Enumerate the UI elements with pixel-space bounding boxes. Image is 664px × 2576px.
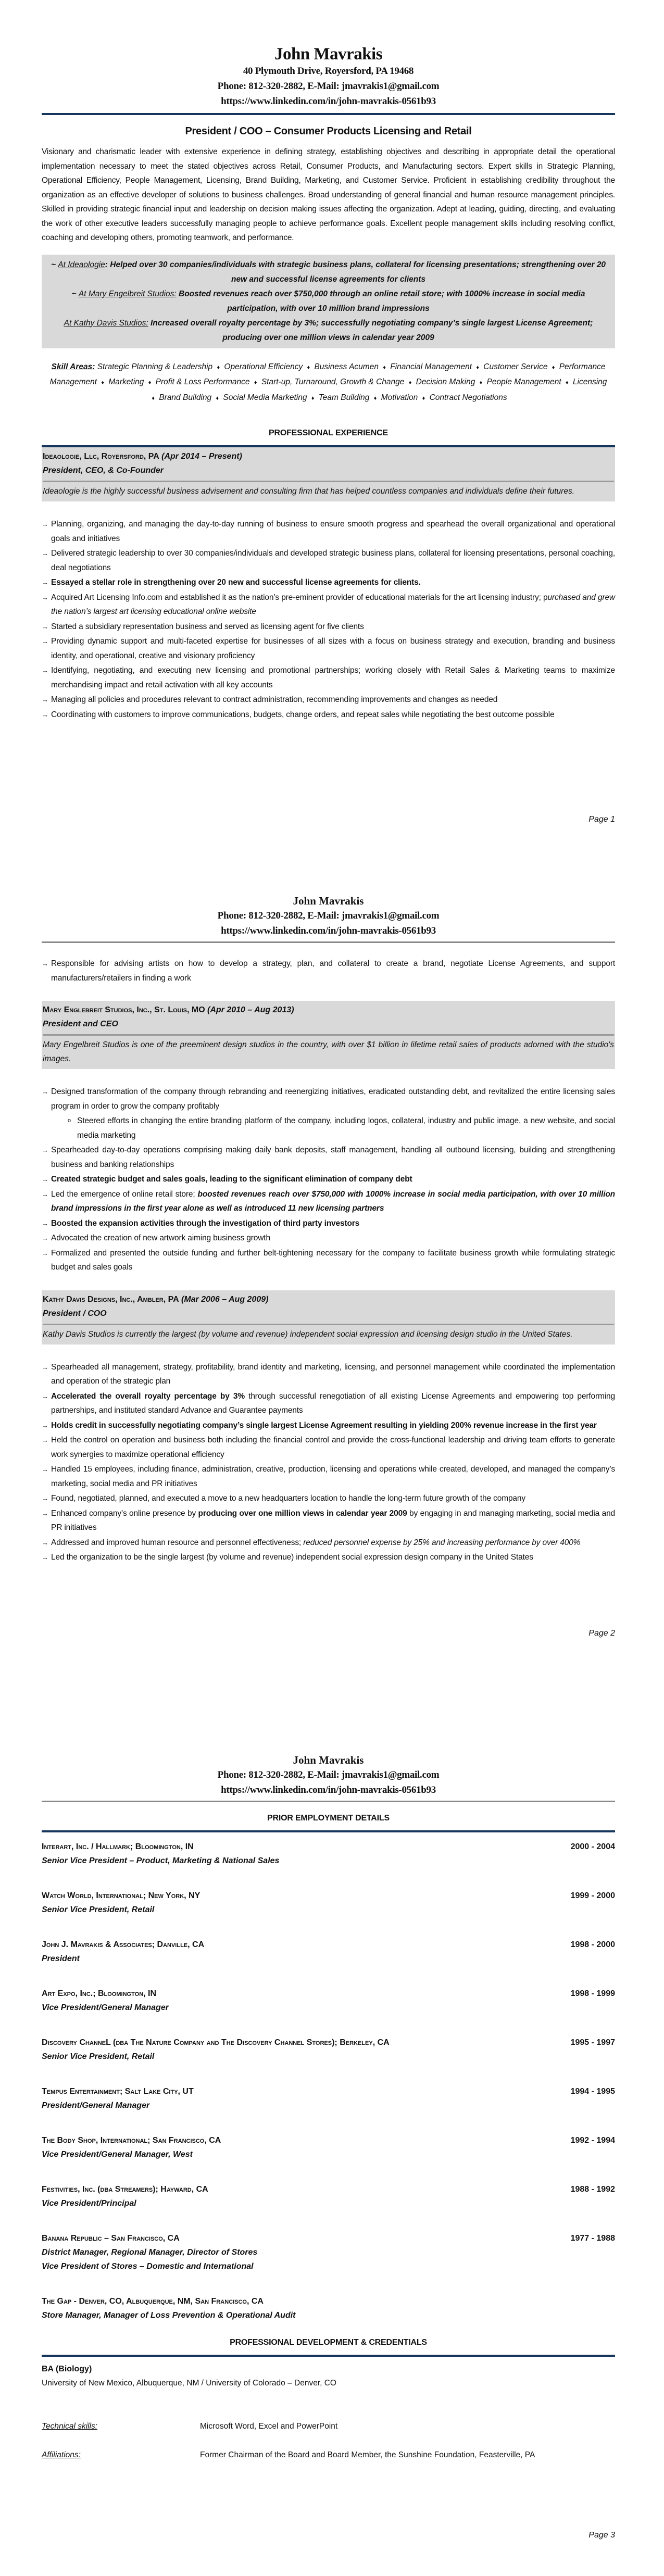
job-title: District Manager, Regional Manager, Director of Stores [42, 2248, 258, 2257]
headline: President / COO – Consumer Products Licensing and Retail [185, 125, 472, 137]
job-bullets [42, 1085, 615, 1275]
linkedin-url[interactable]: https://www.linkedin.com/in/john-mavrakis-0561b93 [221, 925, 436, 936]
affiliations-value: Former Chairman of the Board and Board Member, the Sunshine Foundation, Feasterville, PA [200, 2450, 535, 2459]
skill-item: Profit & Loss Performance [155, 378, 250, 386]
affiliations-label: Affiliations: [42, 2450, 81, 2459]
resume-header [42, 894, 615, 938]
linkedin-url[interactable]: https://www.linkedin.com/in/john-mavrakis-0561b93 [221, 96, 436, 107]
skill-item: Social Media Marketing [223, 393, 307, 402]
prior-employment-row [42, 1987, 615, 2015]
section-divider [42, 2355, 615, 2357]
page-2 [0, 859, 664, 1718]
job-title: Store Manager, Manager of Loss Prevention & Operational Audit [42, 2311, 296, 2320]
skill-item: Decision Making [416, 378, 475, 386]
diamond-separator-icon: ♦ [383, 364, 386, 371]
page-number: Page 2 [588, 1629, 615, 1638]
arrow-bullet-icon: → [42, 667, 48, 674]
skill-item: Licensing [572, 378, 607, 386]
diamond-separator-icon: ♦ [217, 364, 220, 371]
header-divider [42, 941, 615, 943]
highlight-item: ~ At Mary Engelbreit Studios: Boosted revenues reach over $750,000 through an online retail store; with 1000% increase in social media participation, with over 10 million brand impressions [71, 289, 585, 313]
job-title: Senior Vice President, Retail [42, 2052, 155, 2061]
prior-employment-row [42, 1840, 615, 1868]
arrow-bullet-icon: → [42, 520, 48, 528]
bullet-item: → Coordinating with customers to improve communications, budgets, change orders, and repeat sales while negotiating the best outcome possible [42, 708, 615, 722]
prior-employment-row [42, 2294, 615, 2322]
skill-item: People Management [486, 378, 561, 386]
arrow-bullet-icon: → [42, 1219, 48, 1227]
diamond-separator-icon: ♦ [408, 380, 412, 386]
job-title: Vice President/Principal [42, 2199, 136, 2208]
company-name: The Gap - Denver, CO, Albuquerque, NM, San Francisco, CA [42, 2297, 264, 2306]
technical-skills-row [42, 2419, 615, 2434]
bullet-item: → Created strategic budget and sales goals, leading to the significant elimination of company debt [42, 1172, 615, 1187]
bullet-item: → Led the organization to be the single largest (by volume and revenue) independent social expression design company in the United States [42, 1550, 615, 1565]
job-title: President and CEO [43, 1020, 118, 1028]
skill-item: Contract Negotiations [429, 393, 507, 402]
arrow-bullet-icon: → [42, 1146, 48, 1154]
job-bullets [42, 517, 615, 722]
arrow-bullet-icon: → [42, 622, 48, 631]
job-header-mary-engelbreit [42, 1001, 615, 1036]
job-bullets-continued [42, 957, 615, 985]
diamond-separator-icon: ♦ [422, 395, 425, 401]
address: 40 Plymouth Drive, Royersford, PA 19468 [243, 66, 414, 77]
arrow-bullet-icon: → [42, 1436, 48, 1444]
company-description: Ideaologie is the highly successful business advisement and consulting firm that has helped countless companies and individuals define their futures. [42, 482, 615, 501]
diamond-separator-icon: ♦ [216, 395, 219, 401]
page-number: Page 1 [588, 815, 615, 824]
bullet-item: → Started a subsidiary representation business and served as licensing agent for five clients [42, 620, 615, 634]
arrow-bullet-icon: → [42, 1175, 48, 1183]
school: University of New Mexico, Albuquerque, NM / University of Colorado – Denver, CO [42, 2379, 336, 2387]
arrow-bullet-icon: → [42, 1421, 48, 1429]
job-title: Senior Vice President, Retail [42, 1905, 155, 1914]
skill-item: Start-up, Turnaround, Growth & Change [261, 378, 405, 386]
summary-paragraph: Visionary and charismatic leader with extensive experience in defining strategy, establishing objectives and describing in appropriate detail the operational implementation necessary to meet the stated objectives across Retail, Consumer Products, and Manufacturing sectors. Expert skills in Strategic Planning, Operational Efficiency, People Management, Licensing, Brand Building, Marketing, and Customer Service. Proficient in establishing credibility throughout the organization as an effective developer of solutions to business challenges. Broad understanding of general financial and human resource management principles. Skilled in providing strategic financial input and leadership on decision making issues affecting the organization. Adept at leading, guiding, directing, and evaluating the work of other executive leaders successfully managing people to achieve performance goals. Excellent people management skills including resolving conflict, coaching and developing others, promoting teamwork, and performance. [42, 147, 615, 242]
highlights-box [42, 255, 615, 348]
diamond-separator-icon: ♦ [476, 364, 479, 371]
employment-years: 1988 - 1992 [570, 2185, 615, 2194]
highlight-item: At Kathy Davis Studios: Increased overall royalty percentage by 3%; successfully negotiating company’s single largest License Agreement; producing over one million views in calendar year 2009 [64, 318, 593, 342]
bullet-item: → Found, negotiated, planned, and executed a move to a new headquarters location to handle the long-term future growth of the company [42, 1491, 615, 1506]
skill-areas [42, 360, 615, 406]
diamond-separator-icon: ♦ [373, 395, 377, 401]
diamond-separator-icon: ♦ [152, 395, 155, 401]
diamond-separator-icon: ♦ [101, 380, 105, 386]
prior-employment-row [42, 1938, 615, 1966]
company-name: Festivities, Inc. (dba Streamers); Hayward, CA [42, 2185, 208, 2194]
bullet-item: → Planning, organizing, and managing the day-to-day running of business to ensure smooth progress and spearhead the overall organizational and operational goals and initiatives [42, 517, 615, 546]
arrow-bullet-icon: → [42, 1494, 48, 1502]
section-title-experience: PROFESSIONAL EXPERIENCE [269, 429, 388, 437]
degree: BA (Biology) [42, 2365, 92, 2373]
company-description: Mary Engelbreit Studios is one of the preeminent design studios in the country, with over $1 billion in lifetime retail sales of products adorned with the studio's images. [42, 1036, 615, 1069]
arrow-bullet-icon: → [42, 1538, 48, 1547]
header-divider [42, 1801, 615, 1802]
bullet-item: → Spearheaded day-to-day operations comprising making daily bank deposits, staff management, handling all outbound licensing, building and strengthening business and banking relationships [42, 1143, 615, 1172]
employment-years: 1998 - 1999 [570, 1989, 615, 1998]
job-title: President [42, 1954, 80, 1963]
section-title-development: PROFESSIONAL DEVELOPMENT & CREDENTIALS [230, 2338, 427, 2347]
bullet-item: → Essayed a stellar role in strengthening over 20 new and successful license agreements for clients. [42, 575, 615, 590]
company-name: The Body Shop, International; San Francisco, CA [42, 2136, 221, 2145]
bullet-item: → Identifying, negotiating, and executing new licensing and promotional partnerships; working closely with Retail Sales & Marketing teams to maximize merchandising impact and retail activation with all key accounts [42, 663, 615, 692]
employment-years: 1994 - 1995 [570, 2087, 615, 2096]
resume-header [42, 1753, 615, 1798]
job-dates: (Mar 2006 – Aug 2009) [181, 1295, 269, 1304]
company-name: Kathy Davis Designs, Inc., Ambler, PA [43, 1295, 179, 1304]
arrow-bullet-icon: → [42, 1363, 48, 1371]
job-title: Vice President of Stores – Domestic and International [42, 2262, 254, 2271]
technical-skills-value: Microsoft Word, Excel and PowerPoint [200, 2422, 338, 2431]
section-divider [42, 1830, 615, 1832]
arrow-bullet-icon: → [42, 637, 48, 645]
bullet-item: → Delivered strategic leadership to over 30 companies/individuals and developed strategic business plans, collateral for licensing presentations, personal coaching, deal negotiations [42, 546, 615, 575]
prior-employment-row [42, 2084, 615, 2113]
page-number: Page 3 [588, 2531, 615, 2540]
affiliations-row [42, 2448, 615, 2462]
bullet-item: → Responsible for advising artists on how to develop a strategy, plan, and collateral to create a brand, negotiate License Agreements, and support manufacturers/retailers in finding a work [42, 957, 615, 985]
prior-employment-row [42, 2182, 615, 2210]
diamond-separator-icon: ♦ [552, 364, 555, 371]
prior-employment-row [42, 2035, 615, 2064]
bullet-item: → Boosted the expansion activities through the investigation of third party investors [42, 1216, 615, 1231]
skill-item: Customer Service [483, 362, 548, 371]
skill-item: Financial Management [390, 362, 472, 371]
job-title: President, CEO, & Co-Founder [43, 466, 164, 475]
contact-line: Phone: 812-320-2882, E-Mail: jmavrakis1@gmail.com [217, 910, 440, 921]
technical-skills-label: Technical skills: [42, 2422, 98, 2431]
education [42, 2362, 615, 2390]
prior-employment-row [42, 1889, 615, 1917]
skill-areas-label: Skill Areas: [51, 362, 95, 371]
bullet-item: → Held the control on operation and business both including the financial control and provide the cross-functional leadership and driving team efforts to generate work synergies to maximize operational efficiency [42, 1433, 615, 1462]
company-name: John J. Mavrakis & Associates; Danville, CA [42, 1940, 205, 1949]
job-title: Vice President/General Manager [42, 2003, 169, 2012]
sub-bullet-item: o Steered efforts in changing the entire branding platform of the company, including logos, collateral, industry and public image, a new website, and social media marketing [68, 1114, 615, 1142]
arrow-bullet-icon: → [42, 960, 48, 967]
bullet-item: → Formalized and presented the outside funding and further belt-tightening necessary for the company to facilitate business growth while formulating strategic budget and sales goals [42, 1246, 615, 1275]
diamond-separator-icon: ♦ [254, 380, 257, 386]
page-1 [0, 0, 664, 859]
diamond-separator-icon: ♦ [479, 380, 483, 386]
bullet-item: → Holds credit in successfully negotiating company’s single largest License Agreement resulting in yielding 200% revenue increase in the first year [42, 1418, 615, 1433]
diamond-separator-icon: ♦ [148, 380, 152, 386]
company-name: Art Expo, Inc.; Bloomington, IN [42, 1989, 157, 1998]
employment-years: 1998 - 2000 [570, 1940, 615, 1949]
arrow-bullet-icon: → [42, 549, 48, 557]
arrow-bullet-icon: → [42, 1088, 48, 1096]
arrow-bullet-icon: → [42, 1234, 48, 1242]
arrow-bullet-icon: → [42, 1465, 48, 1473]
employment-years: 1999 - 2000 [570, 1891, 615, 1900]
arrow-bullet-icon: → [42, 593, 48, 601]
employment-years: 1995 - 1997 [570, 2038, 615, 2047]
header-divider [42, 113, 615, 115]
skill-item: Operational Efficiency [224, 362, 303, 371]
skill-item: Brand Building [159, 393, 212, 402]
bullet-item: → Managing all policies and procedures relevant to contract administration, recommending improvements and changes as needed [42, 693, 615, 707]
skill-item: Performance Management [49, 362, 606, 386]
arrow-bullet-icon: → [42, 1553, 48, 1561]
arrow-bullet-icon: → [42, 1392, 48, 1400]
linkedin-url[interactable]: https://www.linkedin.com/in/john-mavrakis-0561b93 [221, 1785, 436, 1795]
arrow-bullet-icon: → [42, 579, 48, 586]
bullet-item: → Providing dynamic support and multi-faceted expertise for businesses of all sizes with a focus on business strategy and execution, branding and business identity, and operational, creative and visionary proficiency [42, 634, 615, 663]
skill-item: Team Building [318, 393, 370, 402]
prior-employment-row [42, 2231, 615, 2273]
job-title: Senior Vice President – Product, Marketing & National Sales [42, 1856, 280, 1865]
contact-line: Phone: 812-320-2882, E-Mail: jmavrakis1@gmail.com [217, 1769, 440, 1780]
job-title: President / COO [43, 1309, 107, 1318]
candidate-name: John Mavrakis [293, 895, 364, 907]
candidate-name: John Mavrakis [274, 45, 383, 64]
company-name: Interart, Inc. / Hallmark; Bloomington, IN [42, 1842, 194, 1851]
skill-item: Business Acumen [314, 362, 379, 371]
bullet-item: → Led the emergence of online retail store; boosted revenues reach over $750,000 with 1000% increase in social media participation, with over 10 million brand impressions in the first year alone as well as introduced 11 new licensing partners [42, 1187, 615, 1216]
job-title: President/General Manager [42, 2101, 150, 2110]
prior-employment-list [42, 1840, 615, 2322]
arrow-bullet-icon: → [42, 1249, 48, 1257]
job-bullets [42, 1360, 615, 1565]
skill-item: Strategic Planning & Leadership [97, 362, 213, 371]
bullet-item: → Addressed and improved human resource and personnel effectiveness; reduced personnel expense by 25% and increasing performance by over 400% [42, 1536, 615, 1550]
diamond-separator-icon: ♦ [565, 380, 569, 386]
employment-years: 2000 - 2004 [570, 1842, 615, 1851]
job-dates: (Apr 2014 – Present) [161, 452, 242, 461]
company-name: Mary Englebreit Studios, Inc., St. Louis, MO [43, 1006, 205, 1014]
employment-years: 1992 - 1994 [570, 2136, 615, 2145]
skill-item: Motivation [381, 393, 418, 402]
bullet-item: → Spearheaded all management, strategy, profitability, brand identity and marketing, licensing, and personnel management while coordinated the implementation and operation of the strategic plan [42, 1360, 615, 1389]
prior-employment-row [42, 2133, 615, 2162]
arrow-bullet-icon: → [42, 710, 48, 719]
bullet-item: → Designed transformation of the company through rebranding and reenergizing initiatives, eradicated outstanding debt, and revitalized the entire licensing sales program in order to grow the company profitably [42, 1085, 615, 1113]
skill-item: Marketing [108, 378, 144, 386]
bullet-item: → Handled 15 employees, including finance, administration, creative, production, licensing and operations while created, developed, and managed the company’s marketing, social media and PR initiatives [42, 1462, 615, 1491]
company-name: Ideaologie, Llc, Royersford, PA [43, 452, 159, 461]
company-description: Kathy Davis Studios is currently the largest (by volume and revenue) independent social expression and licensing design studio in the United States. [42, 1325, 615, 1344]
section-title-prior: PRIOR EMPLOYMENT DETAILS [267, 1814, 390, 1823]
bullet-item: → Enhanced company’s online presence by producing over one million views in calendar year 2009 by engaging in and managing marketing, social media and PR initiatives [42, 1506, 615, 1535]
job-header-ideaologie [42, 447, 615, 482]
bullet-item: → Accelerated the overall royalty percentage by 3% through successful renegotiation of all existing License Agreements and empowering top performing partnerships, and instituted standard Advance and Guarantee payments [42, 1389, 615, 1418]
company-name: Discovery ChanneL (dba The Nature Company and The Discovery Channel Stores); Berkeley, CA [42, 2038, 390, 2047]
company-name: Tempus Entertainment; Salt Lake City, UT [42, 2087, 194, 2096]
arrow-bullet-icon: → [42, 696, 48, 703]
company-name: Watch World, International; New York, NY [42, 1891, 201, 1900]
resume-header [42, 45, 615, 109]
candidate-name: John Mavrakis [293, 1754, 364, 1766]
contact-line: Phone: 812-320-2882, E-Mail: jmavrakis1@gmail.com [217, 81, 440, 92]
job-dates: (Apr 2010 – Aug 2013) [207, 1006, 294, 1014]
job-header-kathy-davis [42, 1290, 615, 1325]
bullet-item: → Advocated the creation of new artwork aiming business growth [42, 1231, 615, 1246]
diamond-separator-icon: ♦ [311, 395, 315, 401]
arrow-bullet-icon: → [42, 1190, 48, 1198]
highlight-item: ~ At Ideaologie: Helped over 30 companies/individuals with strategic business plans, collateral for licensing presentations; strengthening over 20 new and successful license agreements for clients [51, 260, 606, 284]
arrow-bullet-icon: → [42, 1509, 48, 1517]
employment-years: 1977 - 1988 [570, 2234, 615, 2243]
page-3 [0, 1718, 664, 2576]
bullet-item: → Acquired Art Licensing Info.com and established it as the nation’s pre-eminent provider of educational materials for the art licensing industry; purchased and grew the nation’s largest art licensing educational online website [42, 590, 615, 619]
job-title: Vice President/General Manager, West [42, 2150, 193, 2159]
skill-areas-list [50, 362, 607, 402]
circle-bullet-icon: o [68, 1117, 71, 1124]
diamond-separator-icon: ♦ [307, 364, 310, 371]
company-name: Banana Republic – San Francisco, CA [42, 2234, 180, 2243]
